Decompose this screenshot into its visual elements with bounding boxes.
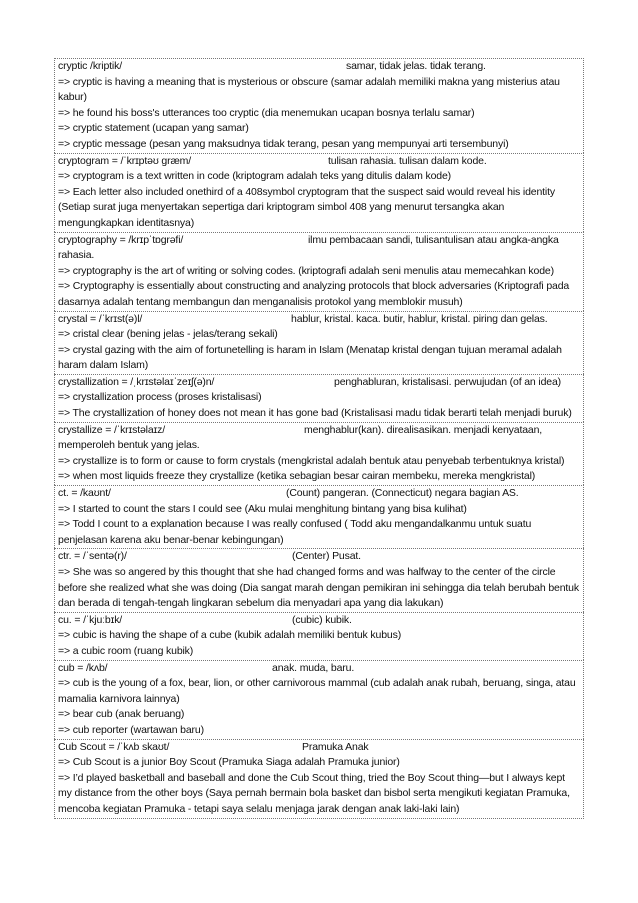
headword: cub = /kʌb/ xyxy=(58,661,108,674)
entry-cu xyxy=(54,612,584,660)
definition: tulisan rahasia. tulisan dalam kode. xyxy=(328,154,487,167)
example-line: => I started to count the stars I could see (Aku mulai menghitung bintang yang bisa kulihat) xyxy=(58,502,467,515)
example-line: => cub reporter (wartawan baru) xyxy=(58,723,204,736)
example-line: => cub is the young of a fox, bear, lion, or other carnivorous mammal (cub adalah anak rubah, beruang, singa, atau mamalia karnivora lainnya) xyxy=(58,677,576,705)
dictionary-page xyxy=(54,58,584,819)
headword: cryptogram = /ˈkrɪptəʊ ɡræm/ xyxy=(58,154,191,167)
entry-crystallization xyxy=(54,374,584,422)
definition: hablur, kristal. kaca. butir, hablur, kristal. piring dan gelas. xyxy=(291,312,548,325)
entry-crystallize xyxy=(54,422,584,485)
example-line: => cryptic statement (ucapan yang samar) xyxy=(58,122,249,135)
example-line: => cristal clear (bening jelas - jelas/terang sekali) xyxy=(58,328,278,341)
definition: (Count) pangeran. (Connecticut) negara bagian AS. xyxy=(286,487,519,500)
example-line: => cubic is having the shape of a cube (kubik adalah memiliki bentuk kubus) xyxy=(58,629,402,642)
example-line: => cryptic is having a meaning that is mysterious or obscure (samar adalah memiliki makna yang misterius atau kabur) xyxy=(58,75,560,104)
example-line: => I’d played basketball and baseball and done the Cub Scout thing, tried the Boy Scout thing—but I always kept my distance from the other boys (Saya pernah bermain bola basket dan bisbol serta mengikuti kegiatan Pramuka, mencoba kegiatan Pramuka - tetapi saya selalu menjaga jarak dengan anak laki-laki lain) xyxy=(58,771,570,815)
example-line: => crystallize is to form or cause to form crystals (mengkristal adalah bentuk atau penyebab terbentuknya kristal) xyxy=(58,454,565,467)
example-line: => cryptogram is a text written in code (kriptogram adalah teks yang ditulis dalam kode) xyxy=(58,170,451,183)
entry-cub-scout xyxy=(54,739,584,819)
definition: (cubic) kubik. xyxy=(292,613,352,626)
headword: Cub Scout = /ˈkʌb skaʊt/ xyxy=(58,740,170,753)
definition: (Center) Pusat. xyxy=(292,550,361,563)
headword: crystallize = /ˈkrɪstəlaɪz/ xyxy=(58,423,165,436)
entry-cub xyxy=(54,660,584,739)
example-line: => a cubic room (ruang kubik) xyxy=(58,644,194,657)
example-line: => cryptic message (pesan yang maksudnya tidak terang, pesan yang mempunyai arti tersembunyi) xyxy=(58,137,509,150)
entry-cryptogram xyxy=(54,153,584,232)
headword: cryptic /kriptik/ xyxy=(58,60,122,72)
example-line: => Cub Scout is a junior Boy Scout (Pramuka Siaga adalah Pramuka junior) xyxy=(58,756,400,769)
definition: anak. muda, baru. xyxy=(272,661,355,674)
definition: samar, tidak jelas. tidak terang. xyxy=(346,60,486,72)
headword: ct. = /kaʊnt/ xyxy=(58,487,111,500)
definition: penghabluran, kristalisasi. perwujudan (of an idea) xyxy=(334,375,561,388)
entry-cryptography xyxy=(54,232,584,311)
example-line: => The crystallization of honey does not mean it has gone bad (Kristalisasi madu tidak berarti telah menjadi buruk) xyxy=(58,407,572,420)
definition: Pramuka Anak xyxy=(302,740,369,753)
example-line: => crystal gazing with the aim of fortunetelling is haram in Islam (Menatap kristal dengan tujuan meramal adalah haram dalam Islam) xyxy=(58,343,562,372)
headword: cryptography = /krɪpˈtɒɡrəfi/ xyxy=(58,233,184,246)
example-line: => when most liquids freeze they crystallize (ketika sebagian besar cairan membeku, mereka mengkristal) xyxy=(58,470,536,483)
entry-ct xyxy=(54,485,584,548)
example-line: => bear cub (anak beruang) xyxy=(58,708,185,721)
headword: ctr. = /ˈsentə(r)/ xyxy=(58,550,127,563)
entry-cryptic xyxy=(54,58,584,153)
entry-ctr xyxy=(54,548,584,611)
definition: menghablur(kan). direalisasikan. menjadi kenyataan, memperoleh bentuk yang jelas. xyxy=(58,423,543,452)
entry-crystal xyxy=(54,311,584,374)
example-line: => crystallization process (proses kristalisasi) xyxy=(58,391,262,404)
definition: ilmu pembacaan sandi, tulisantulisan atau angka-angka rahasia. xyxy=(58,233,559,262)
headword: crystallization = /ˌkrɪstəlaɪˈzeɪʃ(ə)n/ xyxy=(58,375,215,388)
example-line: => he found his boss's utterances too cryptic (dia menemukan ucapan bosnya terlalu samar) xyxy=(58,106,475,119)
example-line: => Cryptography is essentially about constructing and analyzing protocols that block adversaries (Kriptografi pada dasarnya adalah tentang membangun dan menganalisis protokol yang memblokir musuh) xyxy=(58,280,570,308)
headword: crystal = /ˈkrɪst(ə)l/ xyxy=(58,312,143,325)
example-line: => She was so angered by this thought that she had changed forms and was halfway to the center of the circle before she realized what she was doing (Dia sangat marah dengan pemikiran ini sehingga dia telah berubah bentuk dan berada di tengah-tengah lingkaran sebelum dia menyadari apa yang dia lakukan) xyxy=(58,566,579,610)
example-line: => Todd I count to a explanation because I was really confused ( Todd aku mengandalkanmu untuk suatu penjelasan karena aku benar-benar kebingungan) xyxy=(58,518,532,546)
example-line: => cryptography is the art of writing or solving codes. (kriptografi adalah seni menulis atau memecahkan kode) xyxy=(58,264,554,277)
example-line: => Each letter also included onethird of a 408symbol cryptogram that the suspect said would reveal his identity (Setiap surat juga menyertakan sepertiga dari kriptogram simbol 408 yang menurut tersangka akan mengungkapkan identitasnya) xyxy=(58,185,555,229)
headword: cu. = /ˈkjuːbɪk/ xyxy=(58,613,123,626)
